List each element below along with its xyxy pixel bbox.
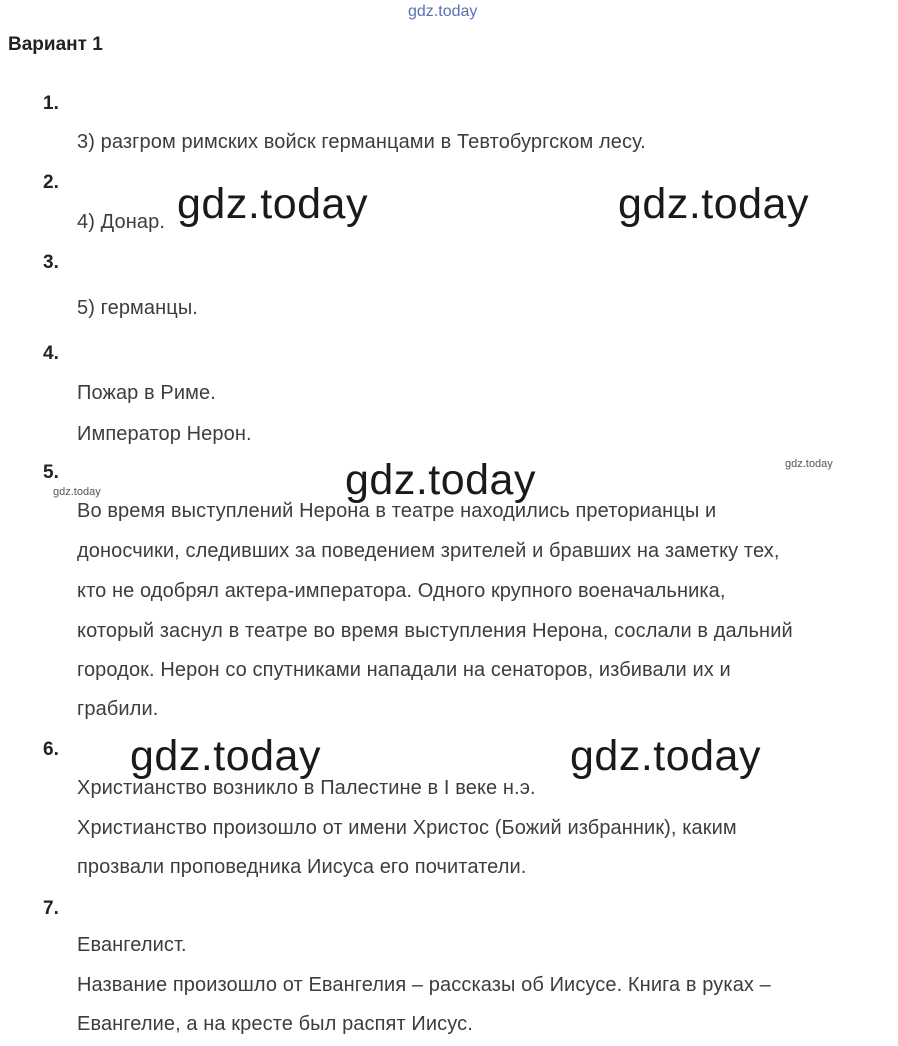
answer-1-line-1: 3) разгром римских войск германцами в Тевтобургском лесу. bbox=[77, 131, 646, 153]
answer-number-6: 6. bbox=[43, 739, 59, 760]
answer-3-line-1: 5) германцы. bbox=[77, 297, 198, 319]
answer-4-line-1: Пожар в Риме. bbox=[77, 382, 216, 404]
answer-number-4: 4. bbox=[43, 343, 59, 364]
watermark-big: gdz.today bbox=[130, 732, 321, 780]
answer-7-line-1: Евангелист. bbox=[77, 934, 187, 956]
watermark-small: gdz.today bbox=[53, 486, 101, 498]
page-title: Вариант 1 bbox=[8, 34, 103, 55]
answer-6-line-3: прозвали проповедника Иисуса его почитатели. bbox=[77, 856, 527, 878]
watermark-big: gdz.today bbox=[177, 180, 368, 228]
watermark-big: gdz.today bbox=[570, 732, 761, 780]
watermark-big: gdz.today bbox=[345, 456, 536, 504]
answer-6-line-2: Христианство произошло от имени Христос (Божий избранник), каким bbox=[77, 817, 737, 839]
answer-number-2: 2. bbox=[43, 172, 59, 193]
answer-5-line-6: грабили. bbox=[77, 698, 159, 720]
answer-5-line-3: кто не одобрял актера-императора. Одного крупного военачальника, bbox=[77, 580, 726, 602]
answer-number-7: 7. bbox=[43, 898, 59, 919]
answer-5-line-5: городок. Нерон со спутниками нападали на сенаторов, избивали их и bbox=[77, 659, 731, 681]
answer-number-5: 5. bbox=[43, 462, 59, 483]
answer-4-line-2: Император Нерон. bbox=[77, 423, 252, 445]
answer-5-line-2: доносчики, следивших за поведением зрителей и бравших на заметку тех, bbox=[77, 540, 780, 562]
answer-5-line-4: который заснул в театре во время выступления Нерона, сослали в дальний bbox=[77, 620, 793, 642]
answer-2-line-1: 4) Донар. bbox=[77, 211, 165, 233]
watermark-small: gdz.today bbox=[785, 458, 833, 470]
answer-7-line-2: Название произошло от Евангелия – рассказы об Иисусе. Книга в руках – bbox=[77, 974, 771, 996]
answer-6-line-1: Христианство возникло в Палестине в I веке н.э. bbox=[77, 777, 536, 799]
answer-7-line-3: Евангелие, а на кресте был распят Иисус. bbox=[77, 1013, 473, 1035]
top-watermark: gdz.today bbox=[408, 3, 478, 20]
answer-number-3: 3. bbox=[43, 252, 59, 273]
answer-number-1: 1. bbox=[43, 93, 59, 114]
answer-5-line-1: Во время выступлений Нерона в театре находились преторианцы и bbox=[77, 500, 717, 522]
watermark-big: gdz.today bbox=[618, 180, 809, 228]
